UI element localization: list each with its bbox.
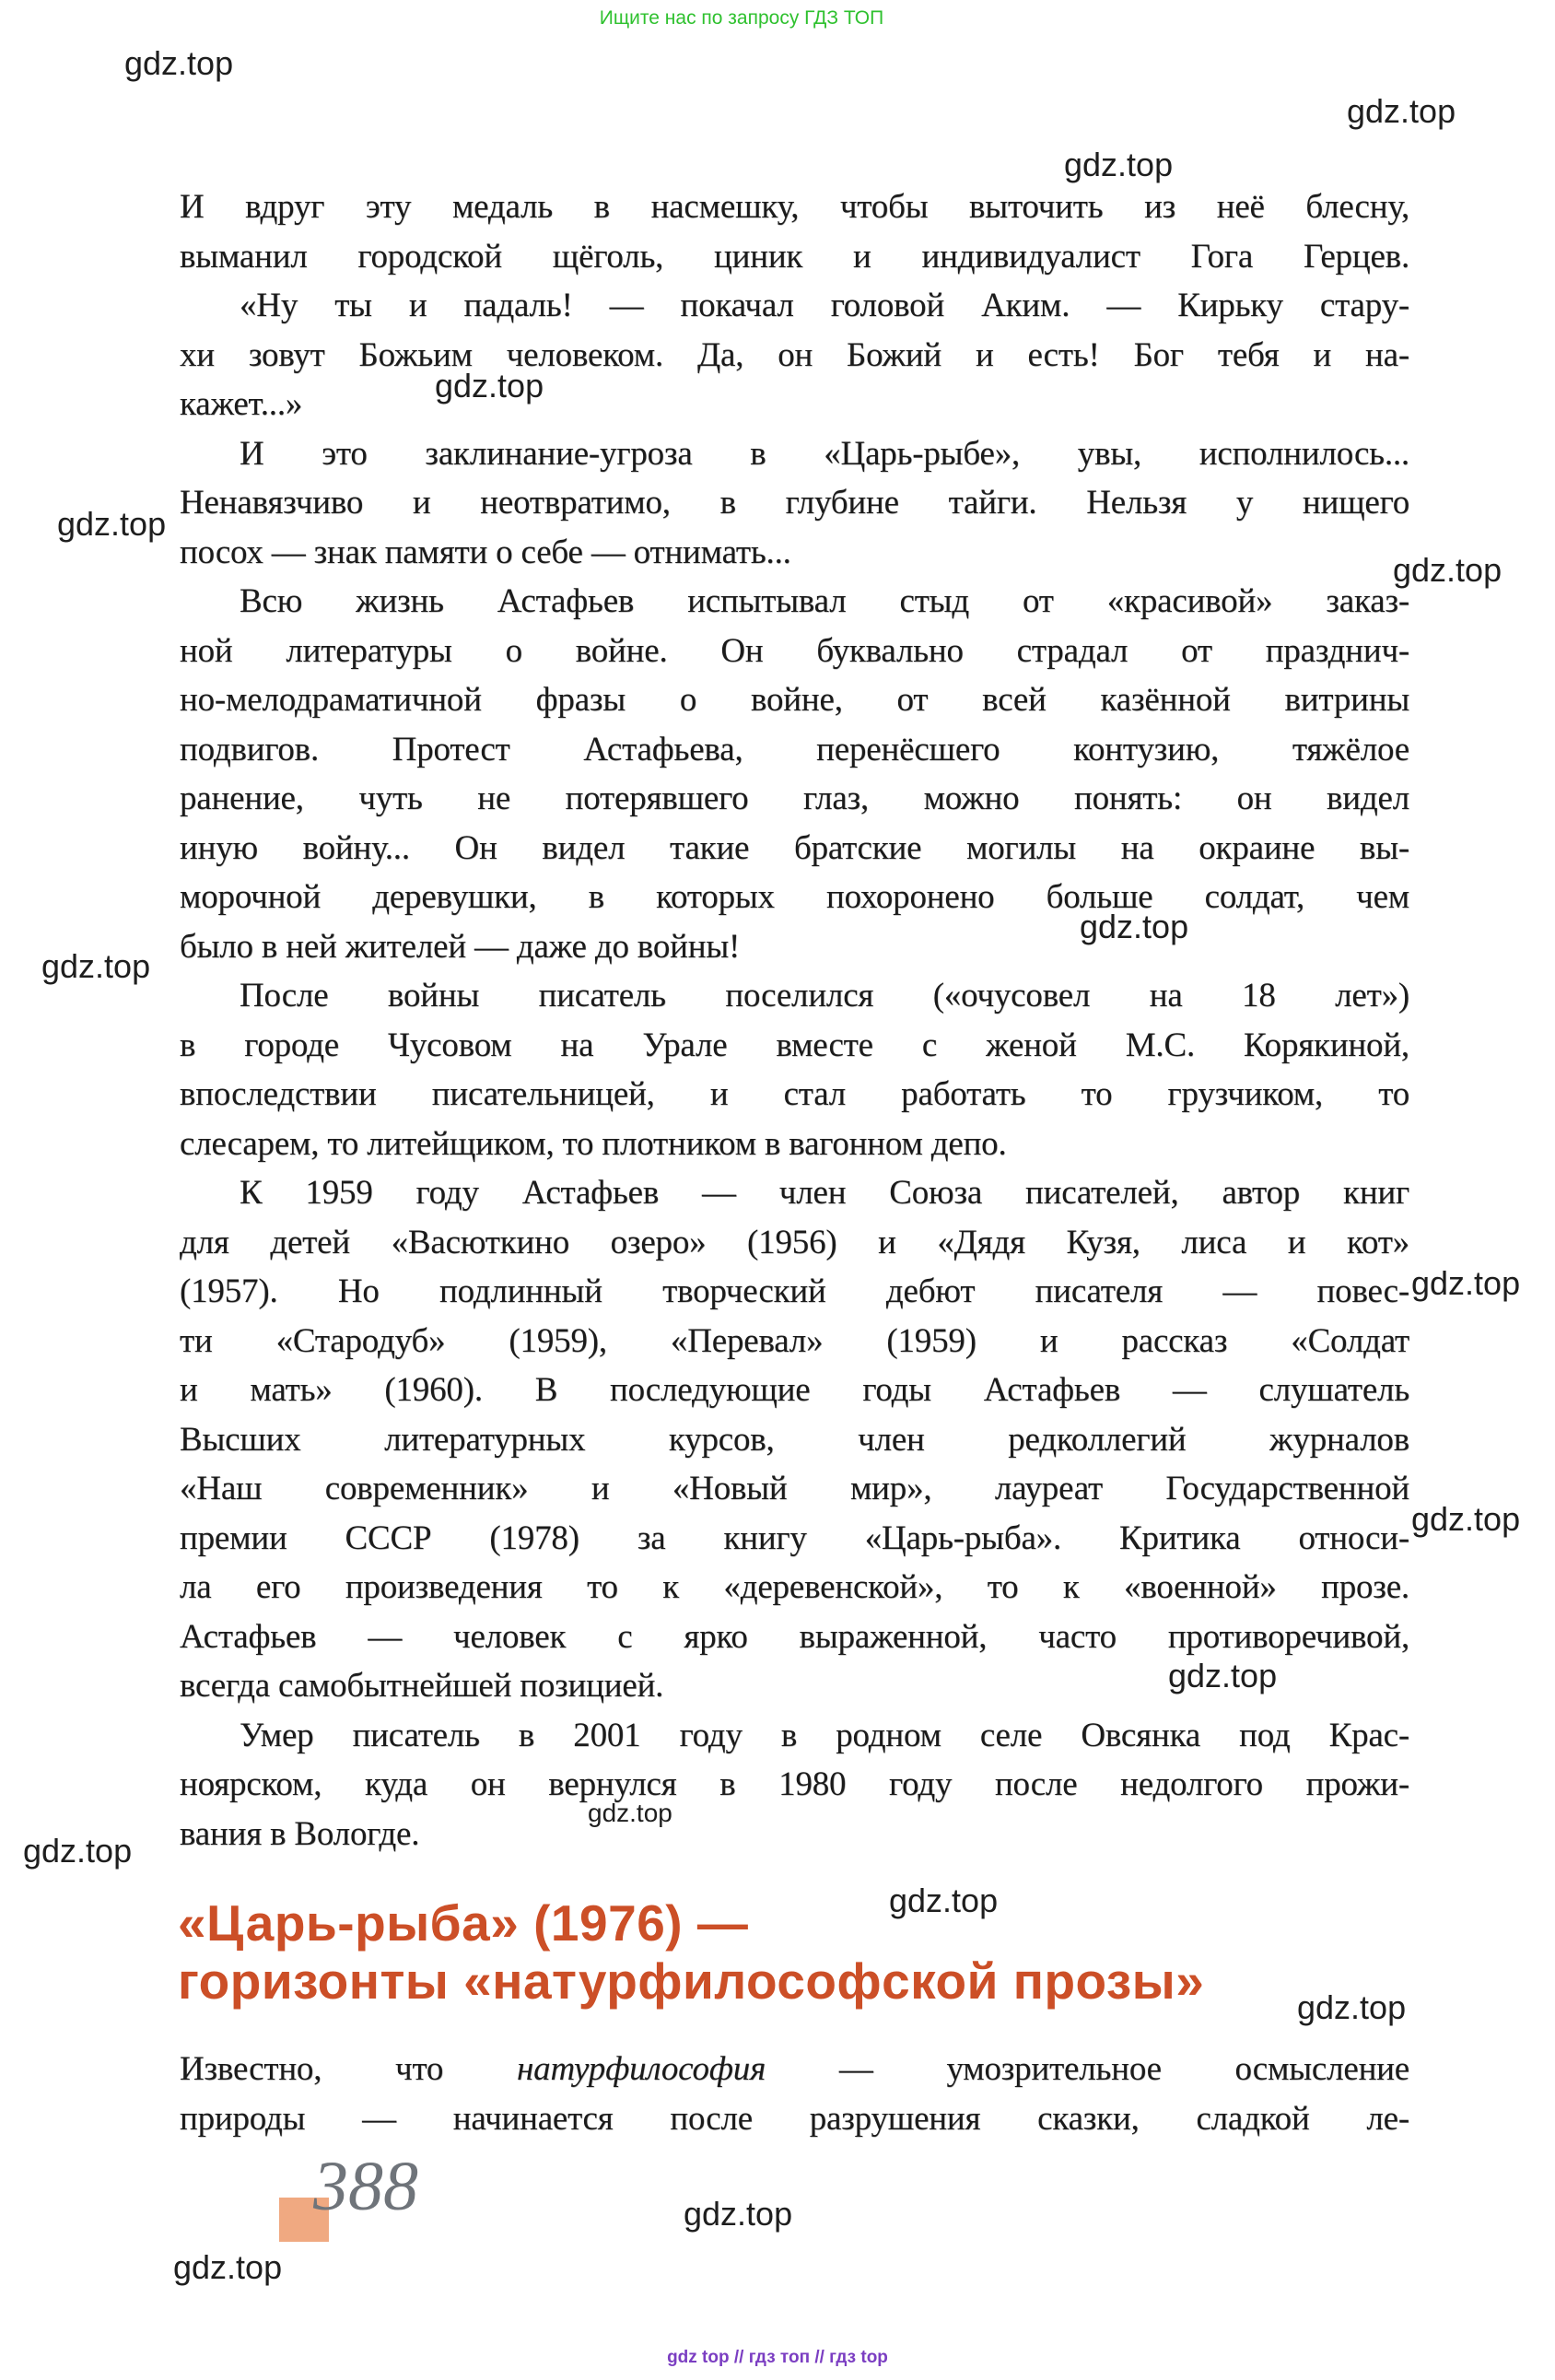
- text-line: слесарем, то литейщиком, то плотником в вагонном депо.: [180, 1124, 1007, 1163]
- intro-term-italic: натурфилософия: [517, 2050, 766, 2088]
- intro-text: Известно, что: [180, 2050, 517, 2088]
- watermark: gdz.top: [57, 505, 167, 543]
- watermark: gdz.top: [1064, 146, 1174, 183]
- text-line: кажет...»: [180, 385, 303, 423]
- watermark: gdz.top: [1411, 1264, 1521, 1302]
- text-line: вания в Вологде.: [180, 1814, 420, 1853]
- text-line: ла его произведения то к «деревенской», то к «военной» прозе.: [180, 1568, 1409, 1606]
- text-line: иную войну... Он видел такие братские могилы на окраине вы-: [180, 828, 1409, 867]
- text-line: в городе Чусовом на Урале вместе с женой М.С. Корякиной,: [180, 1026, 1409, 1064]
- text-line: Астафьев — человек с ярко выраженной, часто противоречивой,: [180, 1617, 1409, 1656]
- watermark: gdz.top: [1347, 92, 1456, 130]
- watermark: gdz.top: [1411, 1500, 1521, 1538]
- section-heading-line2: горизонты «натурфилософской прозы»: [178, 1952, 1205, 2010]
- watermark: gdz.top: [124, 44, 234, 82]
- text-line: было в ней жителей — даже до войны!: [180, 927, 741, 966]
- text-line: впоследствии писательницей, и стал работать то грузчиком, то: [180, 1075, 1409, 1113]
- text-line: посох — знак памяти о себе — отнимать...: [180, 533, 791, 571]
- text-line: хи зовут Божьим человеком. Да, он Божий и есть! Бог тебя и на-: [180, 335, 1409, 374]
- watermark: gdz.top: [889, 1882, 999, 1919]
- section-heading: [178, 1894, 1412, 2011]
- text-line: подвигов. Протест Астафьева, перенёсшего контузию, тяжёлое: [180, 730, 1409, 768]
- bottom-banner[interactable]: gdz top // гдз топ // гдз top: [667, 2348, 888, 2367]
- text-line: всегда самобытнейшей позицией.: [180, 1667, 664, 1705]
- text-line: Всю жизнь Астафьев испытывал стыд от «красивой» заказ-: [240, 582, 1409, 620]
- text-line: После войны писатель поселился («очусовел на 18 лет»): [240, 977, 1409, 1014]
- text-line: премии СССР (1978) за книгу «Царь-рыба». Критика относи-: [180, 1518, 1409, 1557]
- text-line: ной литературы о войне. Он буквально страдал от празднич-: [180, 631, 1409, 670]
- text-line: И вдруг эту медаль в насмешку, чтобы выточить из неё блесну,: [180, 188, 1409, 226]
- text-line: морочной деревушки, в которых похоронено больше солдат, чем: [180, 878, 1409, 916]
- text-line: для детей «Васюткино озеро» (1956) и «Дядя Кузя, лиса и кот»: [180, 1223, 1409, 1261]
- text-line: Высших литературных курсов, член редколлегий журналов: [180, 1420, 1409, 1459]
- watermark: gdz.top: [1168, 1657, 1278, 1694]
- watermark: gdz.top: [588, 1799, 672, 1827]
- text-line: «Наш современник» и «Новый мир», лауреат Государственной: [180, 1470, 1409, 1507]
- watermark: gdz.top: [1393, 551, 1502, 589]
- intro-paragraph: [180, 2045, 1409, 2143]
- watermark: gdz.top: [435, 367, 544, 404]
- text-line: (1957). Но подлинный творческий дебют писателя — повес-: [180, 1272, 1409, 1310]
- text-line: и мать» (1960). В последующие годы Астафьев — слушатель: [180, 1371, 1409, 1409]
- text-line: «Ну ты и падаль! — покачал головой Аким. — Кирьку стару-: [240, 287, 1409, 324]
- text-line: [180, 2045, 1409, 2094]
- text-line: К 1959 году Астафьев — член Союза писателей, автор книг: [240, 1174, 1409, 1212]
- text-line: ти «Стародуб» (1959), «Перевал» (1959) и рассказ «Солдат: [180, 1321, 1409, 1360]
- body-text: [180, 182, 1409, 1858]
- text-line: но-мелодраматичной фразы о войне, от всей казённой витрины: [180, 681, 1409, 719]
- page-number: 388: [313, 2148, 418, 2225]
- text-line: ноярском, куда он вернулся в 1980 году после недолгого прожи-: [180, 1765, 1409, 1803]
- watermark: gdz.top: [1297, 1988, 1407, 2026]
- watermark: gdz.top: [684, 2195, 793, 2233]
- text-line: Умер писатель в 2001 году в родном селе Овсянка под Крас-: [240, 1716, 1409, 1754]
- text-line: природы — начинается после разрушения сказки, сладкой ле-: [180, 2099, 1409, 2138]
- top-banner: Ищите нас по запросу ГДЗ ТОП: [599, 7, 884, 29]
- watermark: gdz.top: [1080, 908, 1189, 945]
- text-line: Ненавязчиво и неотвратимо, в глубине тайги. Нельзя у нищего: [180, 484, 1409, 522]
- intro-text: — умозрительное осмысление: [766, 2050, 1410, 2088]
- section-heading-line1: «Царь-рыба» (1976) —: [178, 1894, 749, 1952]
- watermark: gdz.top: [23, 1832, 133, 1870]
- watermark: gdz.top: [41, 947, 151, 985]
- watermark: gdz.top: [173, 2248, 283, 2286]
- text-line: ранение, чуть не потерявшего глаз, можно понять: он видел: [180, 780, 1409, 817]
- text-line: И это заклинание-угроза в «Царь-рыбе», увы, исполнилось...: [240, 434, 1409, 473]
- text-line: выманил городской щёголь, циник и индивидуалист Гога Герцев.: [180, 237, 1409, 276]
